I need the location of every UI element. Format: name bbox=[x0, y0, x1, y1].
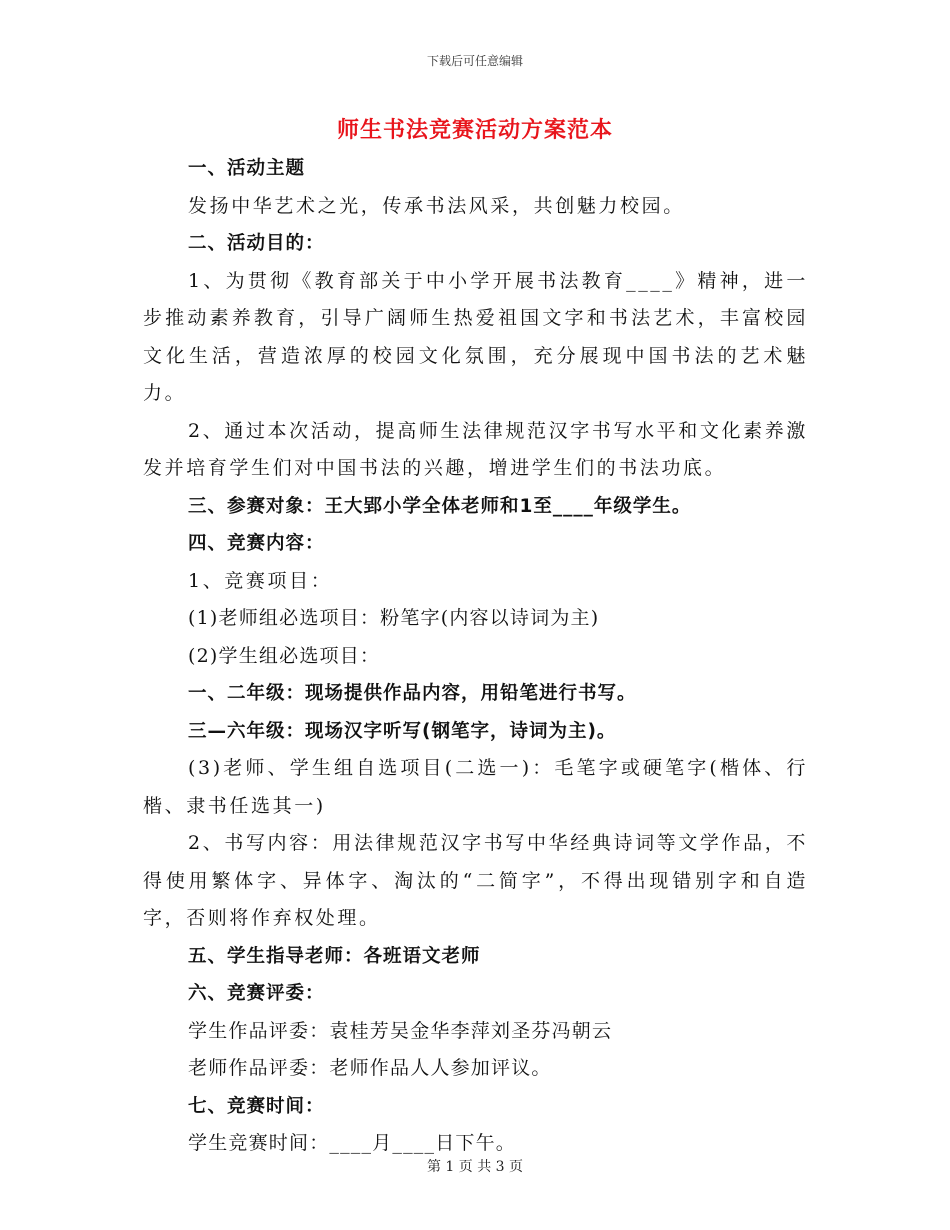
section-heading-judges: 六、竞赛评委： bbox=[188, 983, 325, 1004]
paragraph-theme: 发扬中华艺术之光，传承书法风采，共创魅力校园。 bbox=[188, 194, 685, 217]
paragraph-student-judges: 学生作品评委：袁桂芳吴金华李萍刘圣芬冯朝云 bbox=[188, 1019, 613, 1042]
paragraph-writing-content: 2、书写内容：用法律规范汉字书写中华经典诗词等文学作品，不得使用繁体字、异体字、淘汰的“二简字”，不得出现错别字和自造字，否则将作弃权处理。 bbox=[143, 832, 808, 929]
document-title: 师生书法竞赛活动方案范本 bbox=[336, 117, 613, 143]
paragraph-student-required: (2)学生组必选项目： bbox=[188, 644, 381, 667]
paragraph-purpose-1: 1、为贯彻《教育部关于中小学开展书法教育____》精神，进一步推动素养教育，引导广阔师生热爱祖国文字和书法艺术，丰富校园文化生活，营造浓厚的校园文化氛围，充分展现中国书法的艺术魅力。 bbox=[143, 269, 808, 404]
subheading-grade-3-6: 三—六年级：现场汉字听写(钢笔字，诗词为主)。 bbox=[188, 720, 617, 742]
section-heading-content: 四、竞赛内容： bbox=[188, 533, 325, 554]
section-heading-participants: 三、参赛对象：王大郢小学全体老师和1至____年级学生。 bbox=[188, 495, 692, 517]
section-heading-time: 七、竞赛时间： bbox=[188, 1095, 325, 1117]
paragraph-optional-items: (3)老师、学生组自选项目(二选一)：毛笔字或硬笔字(楷体、行楷、隶书任选其一) bbox=[143, 757, 808, 817]
paragraph-student-time: 学生竞赛时间：____月____日下午。 bbox=[188, 1132, 517, 1154]
paragraph-teacher-judges: 老师作品评委：老师作品人人参加评议。 bbox=[188, 1057, 552, 1079]
section-heading-purpose: 二、活动目的： bbox=[188, 233, 325, 254]
paragraph-items: 1、竞赛项目： bbox=[188, 569, 333, 592]
paragraph-purpose-2: 2、通过本次活动，提高师生法律规范汉字书写水平和文化素养激发并培育学生们对中国书法的兴趣，增进学生们的书法功底。 bbox=[143, 419, 808, 479]
paragraph-teacher-required: (1)老师组必选项目：粉笔字(内容以诗词为主) bbox=[188, 607, 600, 629]
page-number: 第 1 页 共 3 页 bbox=[426, 1159, 524, 1175]
document-body bbox=[143, 150, 808, 1163]
page-header-note: 下载后可任意编辑 bbox=[426, 54, 523, 68]
subheading-grade-1-2: 一、二年级：现场提供作品内容，用铅笔进行书写。 bbox=[188, 683, 637, 704]
section-heading-advisors: 五、学生指导老师：各班语文老师 bbox=[188, 945, 481, 967]
section-heading-theme: 一、活动主题 bbox=[188, 158, 306, 179]
